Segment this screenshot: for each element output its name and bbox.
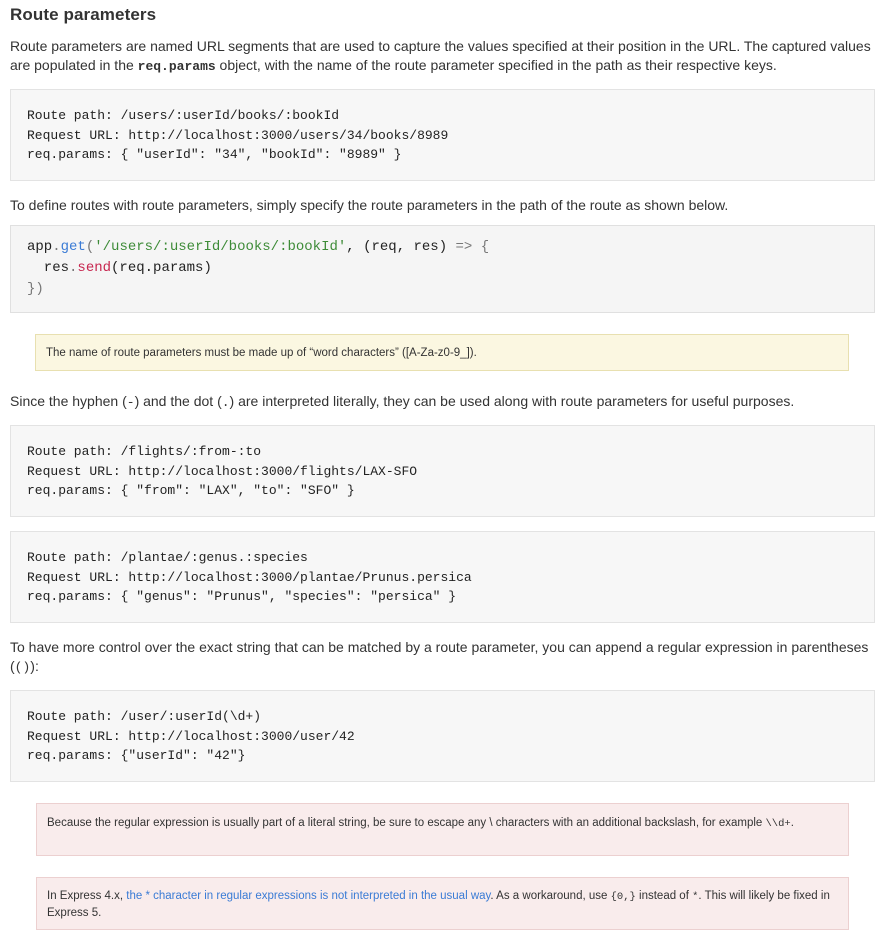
code-line: Request URL: http://localhost:3000/plantae/Prunus.persica	[27, 569, 472, 585]
code-line: Route path: /flights/:from-:to	[27, 444, 262, 459]
code-line: })	[27, 281, 44, 297]
code-line: req.params: {"userId": "42"}	[27, 748, 246, 764]
section-heading: Route parameters	[10, 5, 157, 24]
code-line: res.send(req.params)	[27, 260, 212, 276]
intro-text-1: Route parameters are named URL segments that are used to capture the values specified at their position in the URL. The captured values are populated in the	[10, 38, 871, 73]
code-line: Route path: /user/:userId(\d+)	[27, 709, 262, 724]
code-line: app.get('/users/:userId/books/:bookId', (req, res) => {	[27, 239, 490, 255]
code-line: req.params: { "from": "LAX", "to": "SFO" }	[27, 483, 355, 499]
code-line: Request URL: http://localhost:3000/user/42	[27, 728, 355, 744]
quantifier-code: {0,}	[610, 891, 636, 903]
note-express-4x: In Express 4.x, the * character in regular expressions is not interpreted in the usual way. As a workaround, use {0,} instead of *. This will likely be fixed in Express 5.	[36, 877, 849, 930]
note-escape-backslash: Because the regular expression is usually part of a literal string, be sure to escape any \ characters with an additional backslash, for example \\d+.	[36, 803, 849, 856]
code-line: req.params: { "userId": "34", "bookId": "8989" }	[27, 147, 402, 163]
code-line: req.params: { "genus": "Prunus", "species": "persica" }	[27, 589, 457, 605]
asterisk-issue-link[interactable]: the * character in regular expressions is not interpreted in the usual way	[126, 890, 491, 902]
escaped-digit-code: \\d+	[765, 818, 791, 830]
code-sample-app-get	[10, 225, 875, 313]
hyphen-paragraph: Since the hyphen (-) and the dot (.) are interpreted literally, they can be used along with route parameters for useful purposes.	[10, 393, 795, 410]
example-user-regex	[10, 690, 875, 782]
example-users-books	[10, 89, 875, 181]
hyphen-code: -	[126, 395, 135, 410]
regex-paragraph: To have more control over the exact string that can be matched by a route parameter, you can append a regular expression in parentheses (()):	[10, 639, 869, 675]
example-plantae	[10, 531, 875, 623]
define-paragraph: To define routes with route parameters, simply specify the route parameters in the path of the route as shown below.	[10, 197, 729, 213]
code-line: Route path: /plantae/:genus.:species	[27, 550, 308, 565]
code-line: Request URL: http://localhost:3000/users/34/books/8989	[27, 127, 449, 143]
intro-paragraph	[10, 37, 875, 76]
parens-code: ()	[14, 660, 31, 675]
req-params-code: req.params	[137, 59, 216, 74]
example-flights	[10, 425, 875, 517]
note-word-characters: The name of route parameters must be made up of “word characters” ([A-Za-z0-9_]).	[35, 334, 849, 371]
dot-code: .	[221, 395, 230, 410]
code-line: Request URL: http://localhost:3000/flights/LAX-SFO	[27, 463, 418, 479]
code-line: Route path: /users/:userId/books/:bookId	[27, 108, 340, 123]
asterisk-code: *	[692, 891, 699, 903]
intro-text-2: object, with the name of the route parameter specified in the path as their respective keys.	[215, 57, 777, 73]
